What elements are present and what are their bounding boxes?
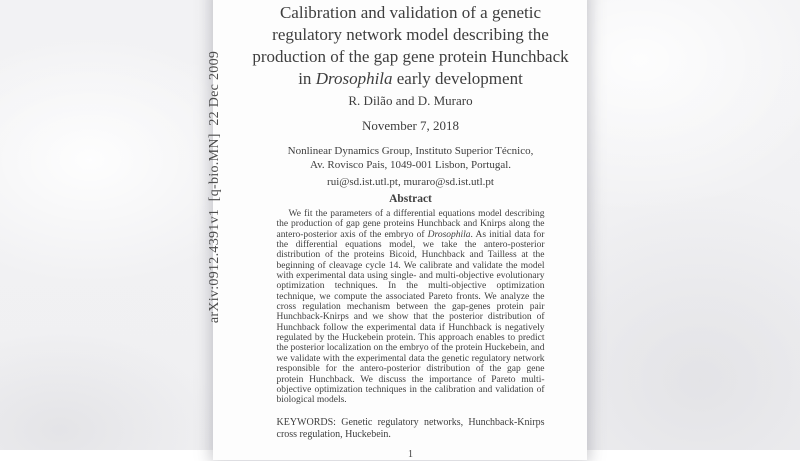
title-italic-species: Drosophila [315, 69, 393, 88]
keywords-line: KEYWORDS: Genetic regulatory networks, Hunchback-Knirps cross regulation, Huckebein. [276, 416, 545, 441]
affiliation-line-2: Av. Rovisco Pais, 1049-001 Lisbon, Portugal. [309, 159, 512, 171]
authors-line: R. Dilão and D. Muraro [348, 93, 473, 108]
title-line-3: production of the gap gene protein Hunchback [252, 47, 569, 66]
title-line-2: regulatory network model describing the [272, 25, 549, 44]
page-number: 1 [408, 448, 413, 460]
title-line-1: Calibration and validation of a genetic [279, 3, 542, 22]
date-line: November 7, 2018 [361, 118, 460, 133]
abstract-heading: Abstract [389, 193, 432, 205]
affiliation-block [238, 144, 583, 172]
title-line-4: in Drosophila early development [298, 69, 523, 88]
abstract-italic-species: Drosophila [427, 229, 471, 240]
paper-content [238, 0, 583, 461]
affiliation-line-1: Nonlinear Dynamics Group, Instituto Superior Técnico, [287, 145, 534, 157]
paper-title [238, 0, 583, 90]
emails-line: rui@sd.ist.utl.pt, muraro@sd.ist.utl.pt [327, 176, 494, 188]
abstract-text: We fit the parameters of a differential equations model describing the production of gap gene proteins Hunchback and Knirps along the antero-posterior axis of the embryo of Drosophila. As initial data for the differential equations model, we take the antero-posterior distribution of the proteins Bicoid, Hunchback and Tailless at the beginning of cleavage cycle 14. We calibrate and validate the model with experimental data using single- and multi-objective evolutionary optimization techniques. In the multi-objective optimization technique, we compute the associated Pareto fronts. We analyze the cross regulation mechanism between the gap-genes protein pair Hunchback-Knirps and we show that the posterior distribution of Hunchback follow the experimental data if Hunchback is negatively regulated by the Huckebein protein. This approach enables to predict the posterior localization on the embryo of the protein Huckebein, and we validate with the experimental data the genetic regulatory network responsible for the antero-posterior distribution of the gap gene protein Hunchback. We discuss the importance of Pareto multi-objective optimization techniques in the calibration and validation of biological models. [276, 209, 545, 406]
arxiv-stamp: arXiv:0912.4391v1 [q-bio.MN] 22 Dec 2009 [207, 50, 222, 324]
